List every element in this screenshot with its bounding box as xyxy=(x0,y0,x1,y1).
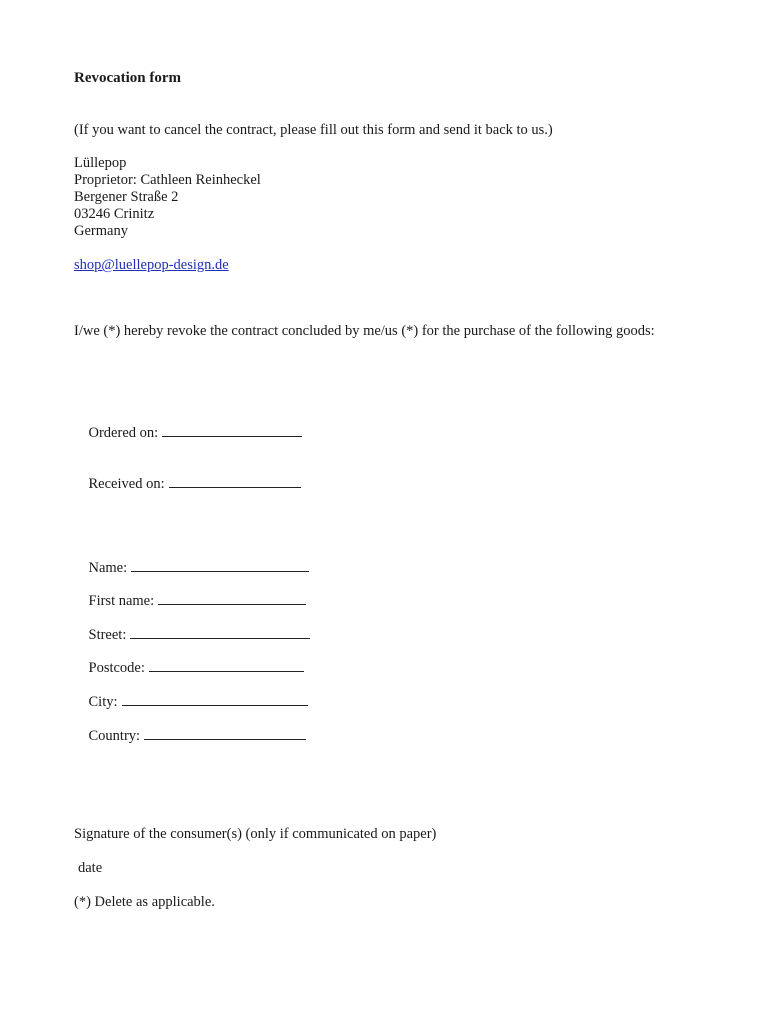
city-blank[interactable] xyxy=(122,693,308,706)
received-on-field xyxy=(74,458,301,510)
intro-text: (If you want to cancel the contract, please fill out this form and send it back to us.) xyxy=(74,122,553,138)
country-field xyxy=(74,710,306,762)
name-label: Name: xyxy=(88,560,128,576)
first-name-label: First name: xyxy=(88,593,155,609)
country-blank[interactable] xyxy=(144,727,306,740)
postcode-label: Postcode: xyxy=(88,660,145,676)
city-label: City: xyxy=(88,694,118,710)
city-address: 03246 Crinitz xyxy=(74,206,155,222)
proprietor: Proprietor: Cathleen Reinheckel xyxy=(74,172,261,188)
received-on-label: Received on: xyxy=(88,476,165,492)
footnote: (*) Delete as applicable. xyxy=(74,894,215,910)
ordered-on-field xyxy=(74,407,302,459)
revocation-statement: I/we (*) hereby revoke the contract concluded by me/us (*) for the purchase of the following goods: xyxy=(74,323,655,339)
date-label: date xyxy=(78,860,103,876)
company-name: Lüllepop xyxy=(74,155,127,171)
country-label: Country: xyxy=(88,728,141,744)
received-on-blank[interactable] xyxy=(169,475,301,488)
name-blank[interactable] xyxy=(131,559,309,572)
page-title: Revocation form xyxy=(74,70,182,86)
ordered-on-blank[interactable] xyxy=(162,424,302,437)
postcode-blank[interactable] xyxy=(149,659,304,672)
country-address: Germany xyxy=(74,223,128,239)
ordered-on-label: Ordered on: xyxy=(88,425,159,441)
first-name-blank[interactable] xyxy=(158,592,306,605)
street-blank[interactable] xyxy=(130,626,310,639)
signature-label: Signature of the consumer(s) (only if communicated on paper) xyxy=(74,826,437,842)
street-address: Bergener Straße 2 xyxy=(74,189,179,205)
street-label: Street: xyxy=(88,627,127,643)
email-link[interactable]: shop@luellepop-design.de xyxy=(74,257,229,273)
